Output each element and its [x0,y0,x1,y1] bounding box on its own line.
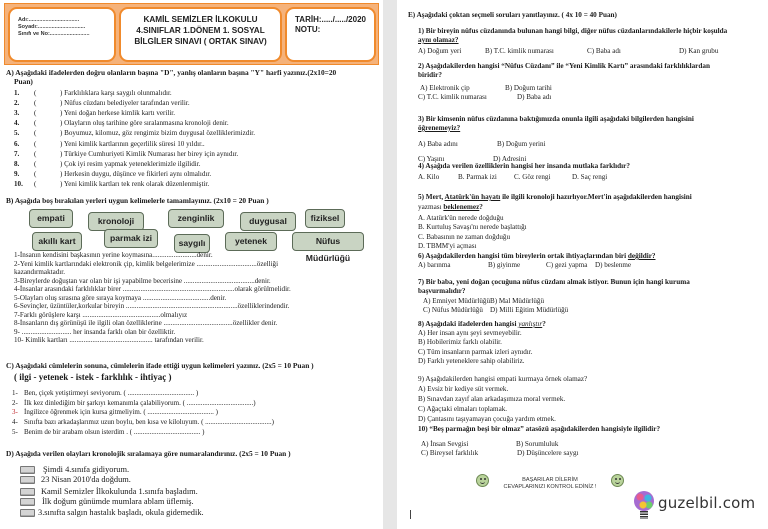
question-7-line2: başvurmalıdır? [418,287,466,295]
order-number-box[interactable] [20,466,35,474]
order-number-box[interactable] [20,476,35,484]
word-card: saygılı [174,234,210,253]
q5-mid: ile ilgili kronoloji hazırlıyor.Mert'in aşağıdakilerden hangisini [500,193,692,201]
item-text: ) Yeni doğan herkese kimlik kartı verilir. [60,109,176,118]
page-gutter [383,0,397,529]
item-number: 5. [14,129,20,138]
item-text: ) Yeni kimlik kartları tek renk olarak düzenlenmiştir. [60,179,210,188]
date-grade-box [285,7,376,62]
true-false-item [14,89,172,97]
answer-option[interactable]: D) Kan grubu [679,47,719,55]
answer-option[interactable]: A) Evsiz bir kediye süt vermek. [418,385,509,393]
answer-option[interactable]: B) Sınavdan zayıf alan arkadaşımıza moral vermek. [418,395,566,403]
fill-in-item: 10- Kimlik kartları ............................................... tarafından verilir. [14,336,204,344]
question-5-line2 [418,203,483,212]
answer-option[interactable]: D) Adresini [493,155,527,163]
exam-name-2: BİLGİLER SINAVI ( ORTAK SINAV) [134,37,267,46]
answer-option[interactable]: C) Ağaçtaki elmaları toplamak. [418,405,508,413]
question-1-line2: aynı olamaz? [418,36,459,44]
answer-blank[interactable]: ( [34,179,37,188]
q5-pre: 5) Mert, [418,193,445,201]
footer-line2: CEVAPLARINIZI KONTROL EDİNİZ ! [503,484,597,490]
answer-option[interactable]: A) Baba adını [418,140,458,148]
item-number: 7. [14,149,20,158]
word-card: kronoloji [88,212,144,231]
section-d-title: D) Aşağıda verilen olayları kronolojik sıralamaya göre numaralandırınız. (2x5 = 10 Puan ) [6,449,291,458]
fill-in-item: 3-Bireylerde doğuştan var olan bir işi yapabilme becerisine ........................................denir. [14,276,271,285]
q5-pre2: yazması [418,203,444,211]
student-class-field: Sınıfı ve No:.......................... [18,31,90,37]
item-number: 3. [14,109,20,118]
exam-name: 4.SINIFLAR 1.DÖNEM 1. SOSYAL [136,26,265,35]
answer-option[interactable]: A) İnsan Sevgisi [421,440,469,448]
answer-option[interactable]: D. TBMM'yi açması [418,242,477,250]
item-text: ) Çok iyi resim yapmak yeteneklerimizle ilgilidir. [60,159,201,168]
answer-option[interactable]: D. Saç rengi [572,173,608,181]
item-number: 2- [12,398,18,407]
question-8 [418,320,546,329]
answer-blank[interactable]: ( [34,99,37,108]
item-number: 10. [14,179,23,188]
question-5 [418,193,692,202]
section-a-title [6,69,336,86]
sentence-item [12,408,218,416]
order-number-box[interactable] [20,509,35,517]
student-info-box [8,7,116,62]
item-text: ) Türkiye Cumhuriyeti Kimlik Numarası her birey için aynıdır. [60,149,239,158]
word-card: Nüfus Müdürlüğü [292,232,364,251]
true-false-item [14,119,229,127]
question-2-line2: biridir? [418,71,442,79]
answer-blank[interactable]: ( [34,109,37,118]
answer-blank[interactable]: ( [34,149,37,158]
answer-option[interactable]: B) T.C. kimlik numarası [485,47,554,55]
page-right [397,0,768,529]
lightbulb-base-icon [640,511,648,519]
answer-blank[interactable]: ( [34,169,37,178]
question-4: 4) Aşağıda verilen özelliklerin hangisi her insanda mutlaka farklıdır? [418,162,630,170]
answer-option[interactable]: D) Farklı yeteneklere sahip olabiliriz. [418,357,525,365]
question-1: 1) Bir bireyin nüfus cüzdanında bulunan hangi bilgi, diğer nüfus cüzdanlarındakilerle hiçbir koşulda [418,27,728,35]
item-number: 8. [14,159,20,168]
section-a-title-line1: A) Aşağıdaki ifadelerden doğru olanların başına "D", yanlış olanların başına "Y" harfi yazınız.(2x10=20 [6,68,337,77]
footer-line1: BAŞARILAR DİLERİM [522,477,578,483]
student-surname-field: Soyadı:............................... [18,24,86,30]
question-2: 2) Aşağıdakilerden hangisi “Nüfus Cüzdanı” ile “Yeni Kimlik Kartı” arasındaki farklılıklardan [418,62,710,70]
answer-option[interactable]: A) barınma [418,261,451,269]
item-number: 2. [14,99,20,108]
question-10: 10) “Beş parmağın beşi bir olmaz” atasözü aşağıdakilerden hangisiyle ilgilidir? [418,425,661,433]
exam-title-box [119,7,282,62]
answer-option[interactable]: A) Emniyet Müdürlüğü [423,297,490,305]
section-c-word-list: ( ilgi - yetenek - istek - farklılık - ihtiyaç ) [14,372,172,382]
word-card: duygusal [240,212,296,231]
q8-text: 8) Aşağıdaki ifadelerden hangisi [418,320,519,328]
answer-option[interactable]: C. Göz rengi [514,173,551,181]
sentence-item [12,418,274,426]
item-text: ) Yeni kimlik kartlarının geçerlilik süresi 10 yıldır.. [60,139,205,148]
answer-option[interactable]: D) beslenme [595,261,632,269]
lightbulb-icon [634,491,654,511]
answer-option[interactable]: D) Milli Eğitim Müdürlüğü [490,306,569,314]
fill-in-item: 1-İnsanın kendisini başkasının yerine koymasına.........................denir. [14,251,213,259]
word-card: fiziksel [305,209,345,228]
true-false-item [14,150,238,158]
q6-text: 6) Aşağıdakilerden hangisi tüm bireylerin ortak ihtiyaçlarından biri [418,252,628,260]
item-number: 4- [12,418,18,427]
answer-option[interactable]: D) Çantasını taşıyamayan çocuğa yardım etmek. [418,415,556,423]
answer-option[interactable]: B) Doğum yerini [497,140,546,148]
answer-option[interactable]: A. Atatürk'ün nerede doğduğu [418,214,504,222]
item-number: 1- [12,389,18,397]
item-number: 6. [14,139,20,148]
footer-message [480,477,620,491]
true-false-item [14,109,175,117]
answer-blank[interactable]: ( [34,89,37,97]
answer-option[interactable]: C) T.C. kimlik numarası [418,93,487,101]
section-a-title-line2: Puan) [14,76,33,86]
answer-blank[interactable]: ( [34,159,37,168]
answer-option[interactable]: B. Kurtuluş Savaşı'nı nerede başlattığı [418,223,527,231]
question-6 [418,252,655,261]
grade-field: NOTU: [295,25,321,34]
fill-in-item: 2-Yeni kimlik kartlarındaki elektronik çip, kimlik belgelerimize ..................................özelliği [14,259,279,268]
word-card: akıllı kart [32,232,82,251]
school-name: KAMİL SEMİZLER İLKOKULU [143,15,258,24]
question-9: 9) Aşağıdakilerden hangisi empati kurmaya örnek olamaz? [418,375,588,383]
item-text: ) Nüfus cüzdanı belediyeler tarafından verilir. [60,99,190,108]
word-card: empati [29,209,73,228]
answer-option[interactable]: B. Parmak izi [458,173,497,181]
fill-in-item: 7-Farklı görüşlere karşı ............................................olmalıyız [14,310,188,319]
question-7: 7) Bir baba, yeni doğan çocuğuna nüfus cüzdanı almak istiyor. Bunun için hangi kuruma [418,278,690,286]
exam-header [4,3,379,65]
item-number: 1. [14,89,20,97]
page-left [0,0,383,529]
student-name-field: Adı:................................. [18,17,80,23]
fill-in-item: 9- ............................ her insanda farklı olan bir özelliktir. [14,327,176,336]
q6-underline: değildir? [627,252,656,260]
item-text: ) Olayların oluş tarihine göre sıralanmasına kronoloji denir. [60,119,229,128]
fill-in-item: 8-İnsanların dış görünüşü ile ilgili olan özelliklerine .......................................özellikler denir. [14,319,278,327]
answer-option[interactable]: D) Düşüncelere saygı [517,449,579,457]
answer-option[interactable]: C) Tüm insanların parmak izleri aynıdır. [418,348,533,356]
question-3: 3) Bir kimsenin nüfus cüzdanına baktığımızda onunla ilgili aşağıdaki bilgilerden hangisini [418,115,694,123]
item-text: İngilizce öğrenmek için kursa gitmeliyim. ( ...................................... ) [24,408,219,417]
fill-in-item: kazandırmaktadır. [14,268,66,276]
answer-option[interactable]: A) Her insan aynı şeyi sevmeyebilir. [418,329,522,337]
chronology-event: Kamil Semizler İlkokulunda 1.sınıfa başladım. [41,487,198,496]
text-cursor [410,510,411,519]
chronology-event: İlk doğum günümde mumlara ablam üflemiş. [42,497,194,506]
true-false-item [14,170,211,178]
item-text: İlk kez dinlediğim bir şarkıyı kemanımla çalabiliyorum. ( ......................................) [24,398,256,407]
section-e-title: E) Aşağıdaki çoktan seçmeli soruları yanıtlayınız. ( 4x 10 = 40 Puan) [408,11,617,19]
answer-option[interactable]: A. Kilo [418,173,440,181]
true-false-item [14,160,200,168]
fill-in-item: 6-Sevinçler, üzüntüler,korkular bireyin ...............................................................özelliklerindendir. [14,302,290,310]
answer-option[interactable]: C) Baba adı [587,47,621,55]
answer-option[interactable]: C) Yaşını [418,155,445,163]
word-card: yetenek [225,232,277,251]
section-b-title: B) Aşağıda boş bırakılan yerleri uygun kelimelerle tamamlayınız. (2x10 = 20 Puan ) [6,196,269,205]
sentence-item [12,399,256,407]
item-text: ) Herkesin duygu, düşünce ve fikirleri aynı olmalıdır. [60,169,212,178]
q8-underline: yanlıştır [518,320,543,328]
item-number: 3- [12,408,18,417]
chronology-event: Şimdi 4.sınıfa gidiyorum. [43,465,130,474]
answer-option[interactable]: B) giyinme [488,261,521,269]
fill-in-item: 5-Olayları oluş sırasına göre sıraya koymaya ......................................denir. [14,293,227,302]
answer-option[interactable]: B) Doğum tarihi [505,84,552,92]
answer-option[interactable]: A) Elektronik çip [420,84,470,92]
true-false-item [14,99,190,107]
answer-option[interactable]: C. Babasının ne zaman doğduğu [418,233,511,241]
answer-blank[interactable]: ( [34,139,37,148]
item-text: ) Boyumuz, kilomuz, göz rengimiz bizim duygusal özelliklerimizdir. [60,129,256,138]
item-text: Sınıfta bazı arkadaşlarımız uzun boylu, ben kısa ve kiloluyum. ( ......................................) [24,418,275,427]
answer-option[interactable]: C) gezi yapma [546,261,588,269]
sentence-item [12,428,204,436]
q8-post: ? [542,320,546,328]
item-text: Ben, çiçek yetiştirmeyi seviyorum. ( ...................................... ) [24,389,199,397]
true-false-item [14,180,209,188]
answer-blank[interactable]: ( [34,119,37,128]
sentence-item [12,389,198,397]
answer-option[interactable]: B) Mal Müdürlüğü [490,297,544,305]
item-text: ) Farklılıklara karşı saygılı olunmalıdır. [60,89,172,97]
answer-option[interactable]: B) Sorumluluk [516,440,559,448]
answer-blank[interactable]: ( [34,129,37,138]
answer-option[interactable]: C) Nüfus Müdürlüğü [423,306,483,314]
q5-post: ? [479,203,483,211]
true-false-item [14,140,205,148]
answer-option[interactable]: B) Hobilerimiz farklı olabilir. [418,338,502,346]
chronology-event: 3.sınıfta salgın hastalık başladı, okula gidemedik. [38,508,204,517]
fill-in-item: 4-İnsanlar arasındaki farklılıklar birer ...............................................................olarak görülmelidir. [14,285,291,293]
answer-option[interactable]: D) Baba adı [517,93,552,101]
q5-underline2: beklenemez [443,203,480,211]
order-number-box[interactable] [20,498,35,506]
date-field: TARİH:...../...../2020 [295,15,366,24]
section-c-title: C) Aşağıdaki cümlelerin sonuna, cümlelerin ifade ettiği uygun kelimeleri yazınız. (2x5 = 10 Puan ) [6,361,314,370]
q5-underline: Atatürk'ün hayatı [444,193,501,201]
item-number: 4. [14,119,20,128]
chronology-event: 23 Nisan 2010'da doğdum. [41,475,131,484]
order-number-box[interactable] [20,488,35,496]
word-card: parmak izi [104,229,158,248]
item-number: 9. [14,169,20,178]
answer-option[interactable]: C) Bireysel farklılık [421,449,479,457]
answer-option[interactable]: A) Doğum yeri [418,47,462,55]
item-text: Benim de bir arabam olsun isterdim . ( ...................................... ) [24,427,205,436]
watermark-text: guzelbil.com [658,494,756,512]
word-card: zenginlik [168,209,224,228]
item-number: 5- [12,427,18,436]
question-3-line2: öğrenemeyiz? [418,124,461,132]
true-false-item [14,129,255,137]
